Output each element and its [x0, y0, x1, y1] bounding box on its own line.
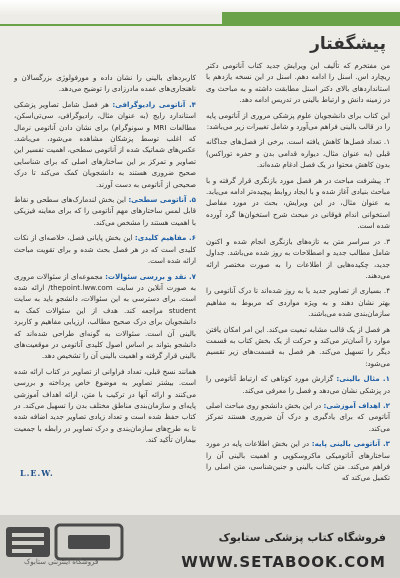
author-signature: L.E.W.	[20, 468, 54, 478]
paragraph: هر فصل از یک قالب مشابه تبعیت می‌کند. این امر امکان یافتن موارد را آسان‌تر می‌کند و حرکت از یک بخش کتاب به قسمت دیگر را تسهیل می‌کند. هر فصل به قسمت‌های زیر تقسیم می‌شود:	[206, 324, 390, 368]
paragraph: کاربردهای بالینی را نشان داده و مورفولوژی بزرگسالان و ناهنجاری‌های عمده مادرزادی را توضیح می‌دهد.	[14, 73, 196, 94]
list-item	[14, 271, 196, 362]
list-item	[206, 400, 390, 434]
store-name: فروشگاه کتاب پزشکی ستابوک	[218, 531, 386, 544]
paragraph: ۴. بسیاری از تصاویر جدید یا به روز شده‌اند تا درک آناتومی را بهتر نشان دهند و به ویژه مواردی که مربوط به مفاهیم سازمان‌بندی شده می‌باشند.	[206, 286, 390, 319]
list-item-term: ۷. نقد و بررسی سئوالات:	[105, 271, 196, 281]
list-item-text: این بخش لندمارک‌های سطحی و نقاط قابل لمس ساختارهای مهم آناتومی را که برای معاینه فیزیکی با اهمیت هستند را مشخص می‌کند.	[14, 195, 196, 227]
right-column	[206, 60, 390, 488]
list-item	[14, 232, 196, 266]
list-item-text: هر فصل شامل تصاویر پزشکی استاندارد رایج (به عنوان مثال، رادیوگرافی، سی‌تی‌اسکن، مطالعات MRI و سونوگرام) برای نشان دادن آناتومی نرمال که اغلب توسط پزشکان مشاهده می‌شود، می‌باشد. عکس‌های شماتیک شده از آناتومی سطحی، اهمیت تفسیر این تصاویر و تمرکز بر این ساختارهای اصلی که برای شناسایی صحیح ضروری هستند به دانشجویان کمک می‌کند تا درک صحیحی از آناتومی به دست آورند.	[14, 99, 196, 189]
list-item-text: مجموعه‌ای از سئوالات مروری به صورت آنلاین در سایت thepoint.lww.com/ ارائه شده است. برای دسترسی به این سئوالات، دانشجو باید به سایت student مراجعه کند. هدف از این سئوالات کمک به دانشجویان برای درک صحیح مطالب، ارزیابی مفاهیم و کاربرد بالینی آن است. سئوالات به گونه‌ای طراحی شده‌اند که دانشجو بتواند بر اساس اصول کلیدی آناتومی در موقعیت‌های بالینی قرار گرفته و اهمیت بالینی آن را تشخیص دهد.	[14, 271, 197, 361]
list-item-term: ۴. آناتومی رادیوگرافی:	[112, 99, 197, 109]
store-logo[interactable]	[4, 521, 126, 571]
paragraph: ۲. پیشرفت مباحث در هر فصل مورد بازنگری قرار گرفته و با مباحث بنیادی آغاز شده و با ایجاد روابط پیچیده‌تر ادامه می‌یابد. به عنوان مثال، در این ویرایش، بحث در مورد مفاصل استخوانی اندام فوقانی در مبحث شرح استخوان‌ها گرد آورده شده است.	[206, 175, 390, 231]
list-item-term: ۲. اهداف آموزشی:	[323, 400, 390, 410]
paragraph: همانند نسخ قبلی، تعداد فراوانی از تصاویر در کتاب ارائه شده است. بیشتر تصاویر به موضوع خاص پرداخته و بررسی می‌کنند و ارائه آنها در ترکیب با متن، ارائه اهداف آموزشی پایه‌ای و سازمان‌بندی مناطق مختلف بدن را تسهیل می‌کند. در کتاب حفظ شده است و تعداد زیادی تصاویر جدید اضافه شده تا به طرح‌های سازمان‌بندی و درک تصاویر در رابطه با جمعیت بیماران تأکید کند.	[14, 366, 196, 445]
list-item-text: در این بخش اطلاعات پایه در مورد ساختارهای آناتومیکی ماکروسکوپی و اهمیت بالینی آن را فراهم می‌کند. متن کتاب بالینی و جنین‌شناسی، متن اصلی را تکمیل می‌کند که	[206, 439, 390, 483]
paragraph: ۳. در سراسر متن به تازه‌های بازنگری انجام شده و اکنون شامل مطالب جدید و اصطلاحات به روز شده می‌باشد. جداول جدید، چکیده‌هایی از اطلاعات را به صورت مختصر ارائه می‌دهند.	[206, 236, 390, 280]
list-item-term: ۵. آناتومی سطحی:	[128, 195, 196, 205]
list-item-text: گزارش مورد کوتاهی که ارتباط آناتومی را در پزشکی نشان می‌دهد و فصل را معرفی می‌کند.	[206, 374, 390, 395]
list-item	[206, 373, 390, 396]
list-item	[14, 194, 196, 228]
paragraph: من مفتخرم که تألیف این ویرایش جدید کتاب آناتومی دکتر ریچارد اس. اسنل را ادامه دهم. اسنل در این نسخه یازدهم با استانداردهای بالای دکتر اسنل مطابقت داشته و به مباحث وی در زمینه دانش و ارتباط بالینی در تدریس ادامه دهد.	[206, 61, 390, 105]
page-title: پیشگفتار	[310, 34, 386, 54]
paragraph: این کتاب برای دانشجویان علوم پزشکی مروری از آناتومی پایه را در قالب بالینی فراهم می‌آورد و شامل تغییرات زیر می‌باشد:	[206, 110, 390, 132]
list-item-term: ۳. آناتومی بالینی پایه:	[311, 439, 390, 449]
store-footer	[0, 515, 400, 578]
header-green-line	[0, 24, 400, 26]
left-column	[14, 72, 196, 450]
list-item-text: در این بخش دانشجو روی مباحث اصلی آناتومی که برای یادگیری و درک آن ضروری هستند تمرکز می‌کند.	[206, 400, 390, 433]
list-item-text: این بخش پایانی فصل، خلاصه‌ای از نکات کلیدی است که در هر فصل بحث شده و برای تقویت مباحث ارائه شده است.	[14, 233, 196, 266]
store-url-link[interactable]: WWW.SETABOOK.COM	[181, 553, 386, 571]
list-item	[206, 438, 390, 484]
logo-subtitle: فروشگاه اینترنتی ستابوک	[24, 558, 99, 566]
paragraph: ۱. تعداد فصل‌ها کاهش یافته است. برخی از فصل‌های جداگانه قبلی (به عنوان مثال، دیواره قدامی بدن و حفره توراکس) بدون کاهش محتوا در یک فصل ادغام شده‌اند.	[206, 137, 390, 170]
list-item-term: ۱. مثال بالینی:	[336, 374, 390, 384]
list-item	[14, 99, 196, 190]
list-item-term: ۶. مفاهیم کلیدی:	[134, 233, 196, 243]
